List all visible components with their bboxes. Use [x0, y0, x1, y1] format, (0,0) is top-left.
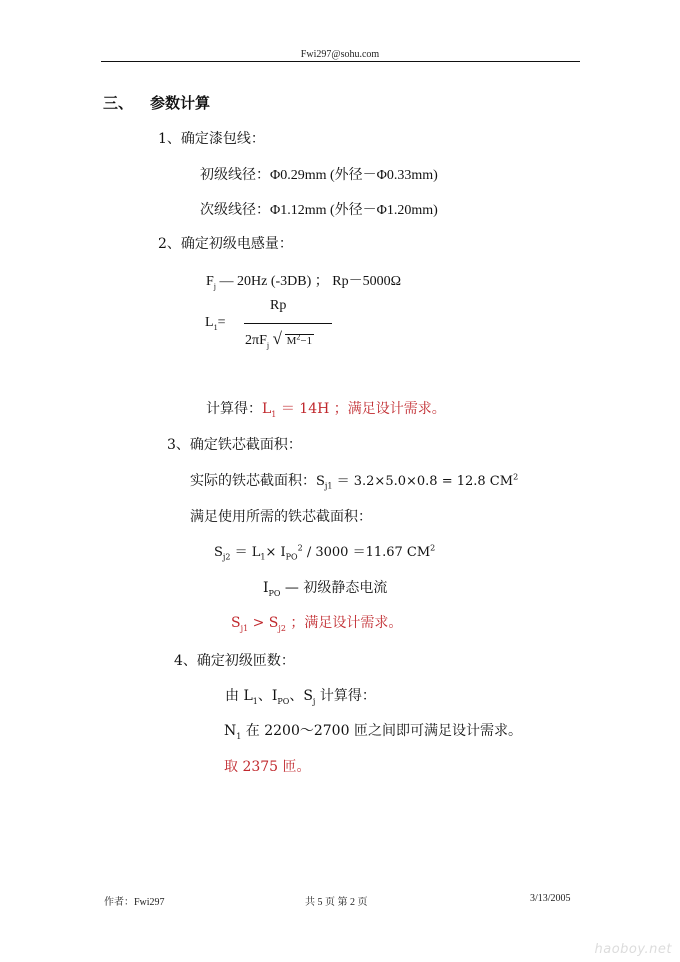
secondary-wire-row	[200, 199, 438, 219]
step3-heading: 3、确定铁芯截面积：	[167, 437, 302, 453]
footer-author: 作者：Fwi297	[104, 897, 165, 908]
watermark: haoboy.net	[594, 942, 672, 957]
section-title: 参数计算	[150, 94, 211, 112]
required-core-area-label: 满足使用所需的铁芯截面积：	[190, 509, 372, 525]
section-number: 三、	[103, 94, 134, 112]
fraction-line	[244, 323, 332, 324]
step4-heading: 4、确定初级匝数：	[174, 653, 295, 669]
footer-page-count: 共 5 页 第 2 页	[305, 897, 368, 908]
ipo-definition: $I_{PO}$ — 初级静态电流	[263, 580, 388, 598]
required-core-area-formula: $S_{j2} = L_1\times I_{PO}^2 / 3000 =11.67$ $CM^2$	[214, 543, 436, 562]
formula-numerator: Rp	[270, 298, 287, 313]
primary-wire-value: Φ0.29mm (外径－Φ0.33mm)	[270, 168, 438, 183]
footer-date: 3/13/2005	[530, 893, 571, 904]
turns-choice: 取 2375 匝。	[224, 759, 311, 775]
core-area-conclusion: $S_{j1} > S_{j2}$ ；满足设计需求。	[231, 615, 403, 633]
primary-wire-label: 初级线径：	[200, 167, 270, 183]
header-rule	[101, 61, 580, 62]
turns-basis: 由 $L_1$、$I_{PO}$、$S_j$ 计算得：	[225, 688, 376, 706]
square-root: √ $M^2-1$	[273, 333, 315, 349]
formula-lhs: $L_1=$	[205, 315, 226, 332]
turns-range: $N_1$ 在 2200～2700 匝之间即可满足设计需求。	[224, 723, 522, 741]
given-parameters: $F_j$ — 20Hz (-3DB) ； Rp－5000Ω	[206, 274, 402, 291]
step2-heading: 2、确定初级电感量：	[158, 236, 293, 252]
secondary-wire-value: Φ1.12mm (外径－Φ1.20mm)	[270, 203, 438, 218]
secondary-wire-label: 次级线径：	[200, 202, 270, 218]
header-email: Fwi297@sohu.com	[300, 49, 380, 60]
primary-wire-row	[200, 164, 438, 184]
actual-core-area: 实际的铁芯截面积：$S_{j1} = 3.2\times 5.0\times 0.8 = 12.8$ $CM^2$	[190, 472, 519, 491]
inductance-result: 计算得：$L_1 = 14H$ ；满足设计需求。	[206, 401, 446, 419]
inductance-result-value: $L_1 = 14H$ ；满足设计需求。	[262, 401, 446, 419]
formula-denominator: $2\pi F_j$ √ $M^2-1$	[245, 333, 314, 349]
step1-heading: 1、确定漆包线：	[158, 131, 265, 147]
